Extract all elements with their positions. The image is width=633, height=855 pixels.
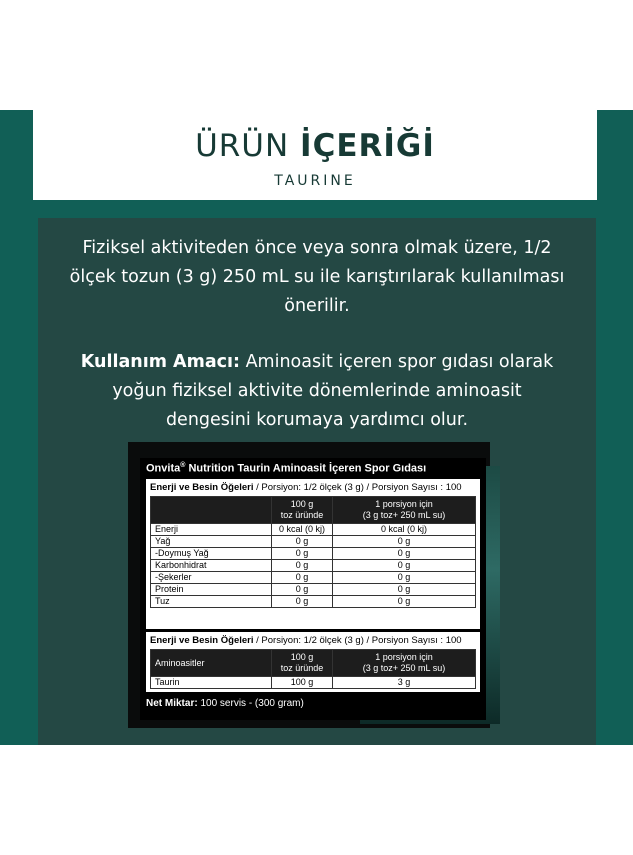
nutrient-value-100g: 0 g [272,548,333,560]
portion-info-bold: Enerji ve Besin Öğeleri [150,635,254,646]
table-row [151,560,476,572]
net-value: 100 servis - (300 gram) [197,698,304,709]
nutrient-value-100g: 0 g [272,584,333,596]
header-line: 100 g [290,652,314,662]
nutrient-value-100g: 0 g [272,560,333,572]
header-cell [272,497,333,524]
header-empty-cell [151,497,272,524]
portion-info-bold: Enerji ve Besin Öğeleri [150,482,254,493]
amino-table [150,649,476,689]
net-label: Net Miktar: [146,698,198,709]
label-title [146,462,426,475]
nutrient-name: Karbonhidrat [151,560,272,572]
nutrient-value-portion: 0 g [333,548,476,560]
nutrient-value-portion: 0 g [333,536,476,548]
header-line: (3 g toz+ 250 mL su) [362,510,446,520]
portion-info-rest: / Porsiyon: 1/2 ölçek (3 g) / Porsiyon Sayısı : 100 [253,482,462,493]
nutrient-name: Enerji [151,524,272,536]
header-line: 1 porsiyon için [375,499,433,509]
purpose-paragraph [38,348,596,435]
title-bold: İÇERİĞİ [300,128,435,164]
table-row [151,524,476,536]
table-row [151,584,476,596]
header-line: toz üründe [280,510,324,520]
nutrient-value-portion: 0 g [333,584,476,596]
nutrient-value-100g: 0 g [272,536,333,548]
nutrient-name: Protein [151,584,272,596]
nutrition-label [140,458,486,720]
nutrient-name: Tuz [151,596,272,608]
usage-paragraph [38,234,596,321]
header-card [33,110,597,200]
nutrient-name: -Doymuş Yağ [151,548,272,560]
nutrient-name: Yağ [151,536,272,548]
product-name: Nutrition Taurin Aminoasit İçeren Spor Gıdası [188,462,427,475]
usage-line: Fiziksel aktiviteden önce veya sonra olmak üzere, 1/2 [82,238,552,258]
nutrition-table-section [146,479,480,629]
amino-value-portion: 3 g [333,677,476,689]
portion-info-2 [150,635,462,646]
header-cell [333,497,476,524]
brand-name: Onvita [146,462,181,475]
net-quantity [146,698,304,709]
nutrient-value-portion: 0 g [333,560,476,572]
purpose-text: Aminoasit içeren spor gıdası olarak [245,352,554,372]
registered-mark: ® [180,462,186,469]
header-line: toz üründe [280,663,324,673]
header-cell [333,650,476,677]
table-row [151,548,476,560]
portion-info [150,482,462,493]
nutrient-value-100g: 0 kcal (0 kj) [272,524,333,536]
amino-name: Taurin [151,677,272,689]
table-row [151,596,476,608]
table-header-row [151,497,476,524]
purpose-line [38,348,596,377]
table-row [151,536,476,548]
purpose-line: yoğun fiziksel aktivite dönemlerinde aminoasit [112,381,522,401]
nutrient-value-100g: 0 g [272,572,333,584]
usage-line: ölçek tozun (3 g) 250 mL su ile karıştırılarak kullanılması [69,267,565,287]
page-title [33,128,597,164]
purpose-line: dengesini korumaya yardımcı olur. [165,410,469,430]
amino-table-section [146,632,480,692]
nutrient-name: -Şekerler [151,572,272,584]
product-subtitle: TAURINE [274,173,356,189]
table-row [151,572,476,584]
nutrient-value-portion: 0 g [333,572,476,584]
nutrient-value-100g: 0 g [272,596,333,608]
purpose-label: Kullanım Amacı: [80,352,240,372]
usage-line: önerilir. [284,296,350,316]
header-cell [272,650,333,677]
nutrient-value-portion: 0 kcal (0 kj) [333,524,476,536]
title-light: ÜRÜN [195,128,290,164]
header-line: 1 porsiyon için [375,652,433,662]
table-header-row [151,650,476,677]
amino-value-100g: 100 g [272,677,333,689]
table-row [151,677,476,689]
header-line: (3 g toz+ 250 mL su) [362,663,446,673]
nutrition-table [150,496,476,608]
portion-info-rest: / Porsiyon: 1/2 ölçek (3 g) / Porsiyon Sayısı : 100 [253,635,462,646]
amino-header: Aminoasitler [151,650,272,677]
nutrient-value-portion: 0 g [333,596,476,608]
header-line: 100 g [290,499,314,509]
